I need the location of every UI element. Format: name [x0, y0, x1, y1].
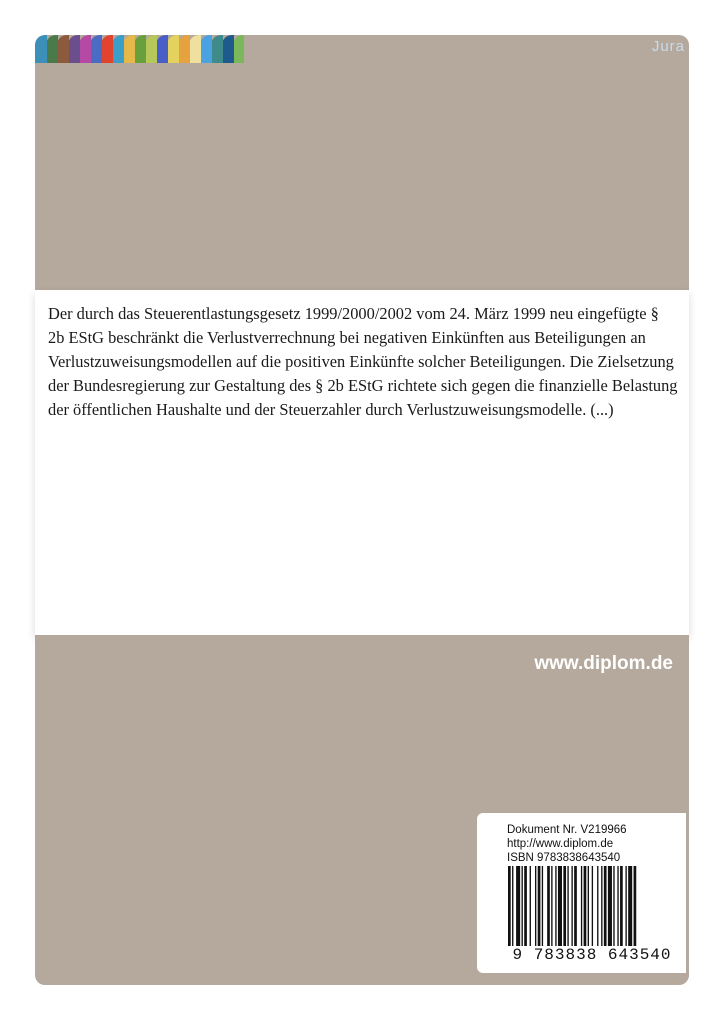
- category-label: Jura: [651, 38, 685, 55]
- barcode-bar: [608, 866, 612, 946]
- color-stripe: [189, 35, 201, 63]
- barcode-bar: [508, 866, 511, 946]
- blurb-panel: [35, 290, 689, 635]
- website-label: www.diplom.de: [534, 653, 673, 674]
- barcode-icon: [507, 866, 677, 946]
- color-stripe: [233, 35, 244, 63]
- color-stripes: [35, 35, 244, 63]
- barcode-bar: [558, 866, 562, 946]
- barcode-bar: [567, 866, 568, 946]
- barcode-bar: [555, 866, 556, 946]
- barcode-bar: [601, 866, 602, 946]
- barcode-bar: [542, 866, 543, 946]
- barcode-bar: [512, 866, 513, 946]
- color-stripe: [134, 35, 146, 63]
- barcode-bar: [617, 866, 618, 946]
- color-stripe: [123, 35, 135, 63]
- barcode-bar: [524, 866, 527, 946]
- barcode-bar: [571, 866, 572, 946]
- color-stripe: [46, 35, 58, 63]
- isbn: ISBN 9783838643540: [507, 852, 621, 864]
- barcode-bar: [584, 866, 587, 946]
- barcode-bar: [563, 866, 566, 946]
- barcode-bar: [535, 866, 536, 946]
- publication-label: [477, 813, 686, 973]
- barcode-bar: [588, 866, 589, 946]
- barcode-bar: [597, 866, 598, 946]
- color-stripe: [156, 35, 168, 63]
- color-stripe: [200, 35, 212, 63]
- barcode-digits: 9 783838 643540: [512, 946, 672, 964]
- color-stripe: [167, 35, 179, 63]
- barcode-bar: [581, 866, 582, 946]
- barcode-bar: [574, 866, 577, 946]
- color-stripe: [90, 35, 102, 63]
- barcode-bar: [604, 866, 607, 946]
- color-stripe: [101, 35, 113, 63]
- barcode-bar: [516, 866, 520, 946]
- blurb-text: Der durch das Steuerentlastungsgesetz 1999/2000/2002 vom 24. März 1999 neu eingefügte § 2b EStG beschränkt die Verlustverrechnung bei negativen Einkünften aus Beteiligungen an Verlustzuweisungsmodellen auf die positiven Einkünfte solcher Beteiligungen. Die Zielsetzung der Bundesregierung zur Gestaltung des § 2b EStG richtete sich gegen die finanzielle Belastung der öffentlichen Haushalte und der Steuerzahler durch Verlustzuweisungsmodelle. (...): [48, 304, 678, 419]
- barcode-bar: [625, 866, 626, 946]
- cover-top-panel: [35, 35, 689, 290]
- color-stripe: [79, 35, 91, 63]
- barcode-bar: [530, 866, 531, 946]
- color-stripe: [145, 35, 157, 63]
- color-stripe: [35, 35, 47, 63]
- barcode-bar: [522, 866, 523, 946]
- color-stripe: [222, 35, 234, 63]
- barcode-bar: [592, 866, 593, 946]
- barcode-bar: [634, 866, 637, 946]
- barcode-bar: [620, 866, 623, 946]
- color-stripe: [68, 35, 80, 63]
- barcode-bar: [551, 866, 552, 946]
- barcode-bar: [547, 866, 550, 946]
- publisher-url: http://www.diplom.de: [507, 838, 614, 850]
- barcode-bar: [628, 866, 632, 946]
- document-number: Dokument Nr. V219966: [507, 824, 627, 836]
- barcode-bar: [613, 866, 614, 946]
- color-stripe: [57, 35, 69, 63]
- color-stripe: [178, 35, 190, 63]
- color-stripe: [112, 35, 124, 63]
- color-stripe: [211, 35, 223, 63]
- barcode-bar: [538, 866, 541, 946]
